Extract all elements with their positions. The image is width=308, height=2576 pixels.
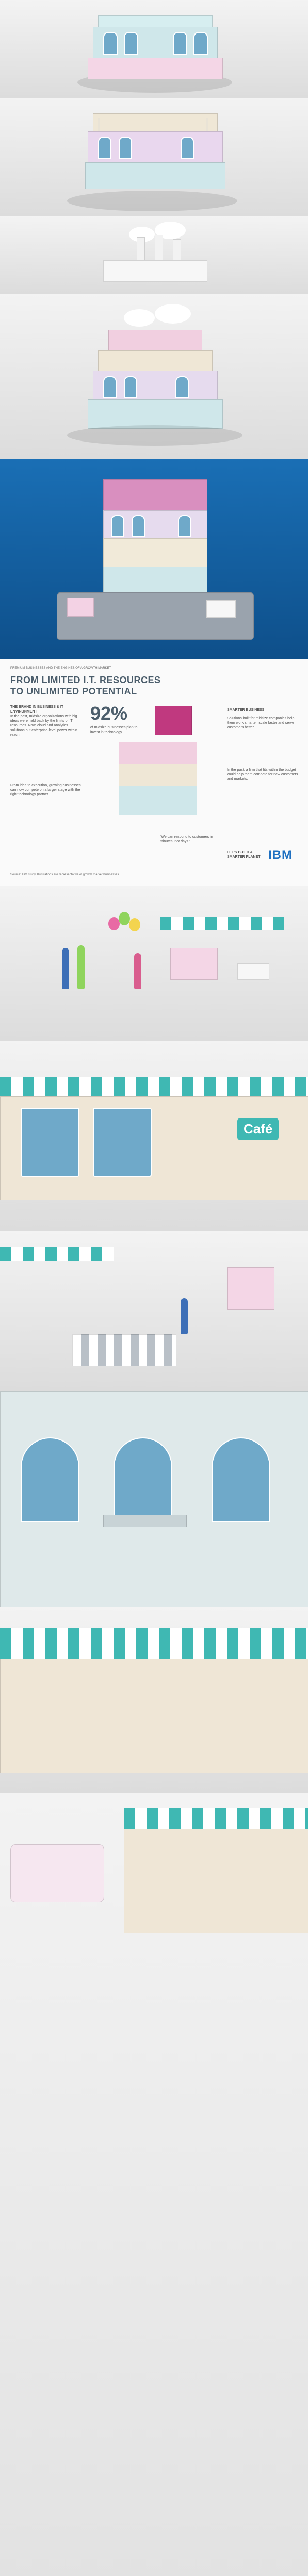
eyebrow: PREMIUM BUSINESSES AND THE ENGINES OF A GROWTH MARKET: [10, 667, 111, 670]
cafe-awning: [124, 1808, 308, 1829]
delivery-van: [206, 600, 236, 618]
right-lower-body: In the past, a firm that fits within the budget could help them compete for new customers and markets.: [227, 768, 298, 781]
balloon: [119, 912, 130, 925]
quote: “We can respond to customers in minutes, not days.”: [160, 835, 213, 843]
cafe-table: [237, 963, 269, 980]
delivery-van: [10, 1844, 104, 1902]
storefront-wall: [124, 1829, 308, 1933]
smoke-puff: [124, 309, 155, 327]
panel-cafe-people: [0, 886, 308, 1041]
panel-cafe-awning: [0, 1607, 308, 1793]
roof-deck: [93, 113, 218, 132]
building-lower-floor: [85, 162, 225, 189]
person: [181, 1298, 188, 1334]
shop-window: [93, 1108, 152, 1177]
building-ground-floor: [103, 567, 207, 594]
building-top-floor: [103, 479, 207, 511]
balloon: [108, 917, 120, 930]
building-shadow: [67, 191, 237, 211]
left-body: In the past, midsize organizations with big ideas were held back by the limits of IT resources. Now, cloud and analytics solutions put enterprise-level power within reach.: [10, 715, 77, 737]
ibm-logo: IBM: [268, 848, 293, 862]
panel-factory: [0, 216, 308, 294]
deck-post: [98, 118, 100, 131]
panel-building-tall: [0, 294, 308, 459]
crosswalk: [72, 1334, 176, 1366]
left-lower-body: From idea to execution, growing businesses can now compete on a larger stage with the right technology partner.: [10, 784, 81, 796]
building-deck-floor: [98, 350, 213, 372]
window: [175, 376, 189, 398]
panel-building-2: [0, 98, 308, 216]
cloud-box: [155, 706, 192, 735]
building-roof: [98, 15, 213, 28]
cafe-awning: [160, 917, 284, 930]
window: [181, 137, 194, 159]
smoke-puff: [155, 304, 191, 324]
left-title: THE BRAND IN BUSINESS & IT ENVIRONMENT: [10, 705, 64, 714]
footnote: Source: IBM study. Illustrations are representative of growth market businesses.: [10, 873, 120, 876]
window: [132, 515, 145, 537]
cafe-awning: [0, 1628, 308, 1659]
building-shadow: [67, 425, 242, 446]
cta-text: LET'S BUILD A SMARTER PLANET: [227, 851, 261, 859]
panel-cafe-storefront: [0, 1041, 308, 1231]
window: [119, 137, 132, 159]
shop-window: [21, 1108, 79, 1177]
cafe-sign: Café: [237, 1118, 279, 1140]
window: [98, 137, 111, 159]
window: [173, 32, 187, 55]
person: [62, 948, 69, 989]
window: [103, 32, 118, 55]
headline-line2: TO UNLIMITED POTENTIAL: [10, 686, 137, 697]
panel-blue-street: [0, 459, 308, 659]
person: [77, 945, 85, 989]
cart: [170, 948, 218, 980]
factory-body: [103, 260, 207, 282]
percent-caption: of midsize businesses plan to invest in technology: [90, 726, 138, 734]
balcony: [103, 1515, 187, 1527]
panel-building-1: [0, 0, 308, 98]
window: [193, 32, 208, 55]
arched-window: [114, 1437, 172, 1522]
chimney: [155, 235, 163, 264]
window: [124, 32, 138, 55]
arched-window: [212, 1437, 270, 1522]
food-truck: [67, 598, 94, 617]
cart: [227, 1267, 274, 1310]
headline-line1: FROM LIMITED I.T. RESOURCES: [10, 675, 161, 685]
percent-stat: 92%: [90, 703, 128, 724]
panel-van: [0, 1793, 308, 2576]
building-top-floor: [108, 330, 202, 351]
right-body: Solutions built for midsize companies help them work smarter, scale faster and serve customers better.: [227, 717, 295, 730]
window: [111, 515, 124, 537]
arched-window: [21, 1437, 79, 1522]
right-title: SMARTER BUSINESS: [227, 708, 265, 712]
panel-balconies: [0, 1391, 308, 1607]
window: [178, 515, 191, 537]
building-floor: [103, 538, 207, 568]
building-ground-floor: [88, 399, 223, 429]
person: [134, 953, 141, 989]
window: [124, 376, 137, 398]
panel-street-crossing: [0, 1231, 308, 1391]
building-ground-floor: [88, 58, 223, 79]
infographic-building: [119, 742, 197, 815]
balloon: [129, 918, 140, 931]
window: [103, 376, 117, 398]
storefront-wall: [0, 1659, 308, 1773]
panel-infographic: [0, 659, 308, 886]
cafe-awning: [0, 1077, 308, 1096]
deck-post: [206, 118, 208, 131]
cafe-awning: [0, 1247, 114, 1261]
